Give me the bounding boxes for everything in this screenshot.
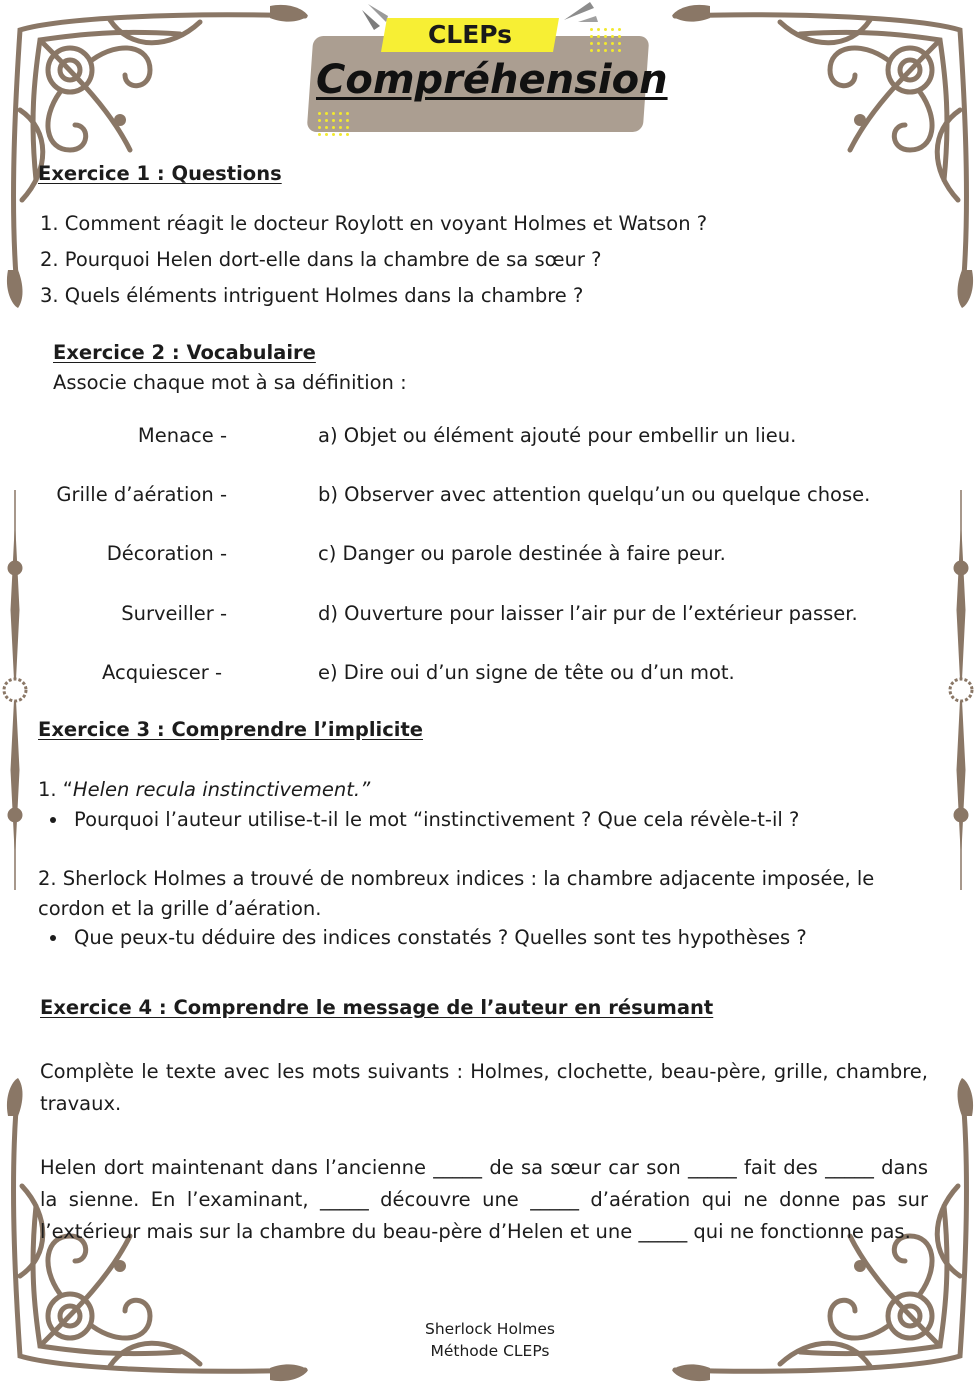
quote-text: Helen recula instinctivement.” (72, 778, 371, 801)
exercise-4-text (40, 1152, 928, 1248)
exercise-3-item-1 (38, 778, 370, 801)
exercise-2-heading: Exercice 2 : Vocabulaire (53, 341, 316, 364)
corner-ornament-top-right (660, 0, 980, 320)
side-ornament-right (946, 490, 976, 890)
vocab-word: Surveiller - (121, 602, 227, 625)
vocab-word: Menace - (137, 424, 227, 447)
vocab-definition: a) Objet ou élément ajouté pour embellir un lieu. (318, 424, 797, 447)
footer-line-1: Sherlock Holmes (425, 1320, 555, 1338)
vocab-definition: c) Danger ou parole destinée à faire peur. (318, 542, 726, 565)
exercise-3-bullet-2: Que peux-tu déduire des indices constatés ? Quelles sont tes hypothèses ? (74, 926, 807, 949)
exercise-1-heading: Exercice 1 : Questions (38, 162, 282, 185)
exercise-1-question: 1. Comment réagit le docteur Roylott en voyant Holmes et Watson ? (40, 212, 708, 235)
sparkle-rays-right (560, 0, 600, 24)
vocab-word: Décoration - (106, 542, 227, 565)
exercise-3-item-2-line-2: cordon et la grille d’aération. (38, 897, 322, 920)
vocab-definition: e) Dire oui d’un signe de tête ou d’un mot. (318, 661, 735, 684)
bullet-icon (50, 935, 56, 941)
yellow-dots-bottom (318, 112, 349, 136)
item-number: 1. “ (38, 778, 73, 801)
exercise-3-item-2-line-1: 2. Sherlock Holmes a trouvé de nombreux indices : la chambre adjacente imposée, le (38, 867, 875, 890)
exercise-1-question: 2. Pourquoi Helen dort-elle dans la chambre de sa sœur ? (40, 248, 602, 271)
side-ornament-left (0, 490, 30, 890)
exercise-4-heading: Exercice 4 : Comprendre le message de l’auteur en résumant (40, 996, 714, 1019)
exercise-1-question: 3. Quels éléments intriguent Holmes dans la chambre ? (40, 284, 584, 307)
yellow-dots-top (590, 28, 621, 52)
exercise-4-instruction (40, 1056, 928, 1120)
vocab-word: Acquiescer - (102, 661, 222, 684)
vocab-definition: d) Ouverture pour laisser l’air pur de l’extérieur passer. (318, 602, 858, 625)
vocab-word: Grille d’aération - (56, 483, 227, 506)
header-tag: CLEPs (427, 20, 513, 49)
exercise-2-instruction: Associe chaque mot à sa définition : (53, 371, 407, 394)
instruction-text: Complète le texte avec les mots suivants : Holmes, clochette, beau-père, grille, chambre, travaux. (40, 1060, 928, 1115)
fill-in-text: Helen dort maintenant dans l’ancienne _____ de sa sœur car son _____ fait des _____ dans la sienne. En l’examinant, _____ découvre une _____ d’aération qui ne donne pas sur l’extérieur mais sur la chambre du beau-père d’Helen et une _____ qui ne fonctionne pas. (40, 1156, 928, 1243)
footer (390, 1318, 590, 1362)
exercise-3-heading: Exercice 3 : Comprendre l’implicite (38, 718, 424, 741)
vocab-definition: b) Observer avec attention quelqu’un ou quelque chose. (318, 483, 871, 506)
exercise-3-bullet-1: Pourquoi l’auteur utilise-t-il le mot “instinctivement ? Que cela révèle-t-il ? (74, 808, 800, 831)
bullet-icon (50, 817, 56, 823)
footer-line-2: Méthode CLEPs (430, 1342, 550, 1360)
corner-ornament-top-left (0, 0, 320, 320)
page-title: Compréhension (316, 57, 668, 103)
